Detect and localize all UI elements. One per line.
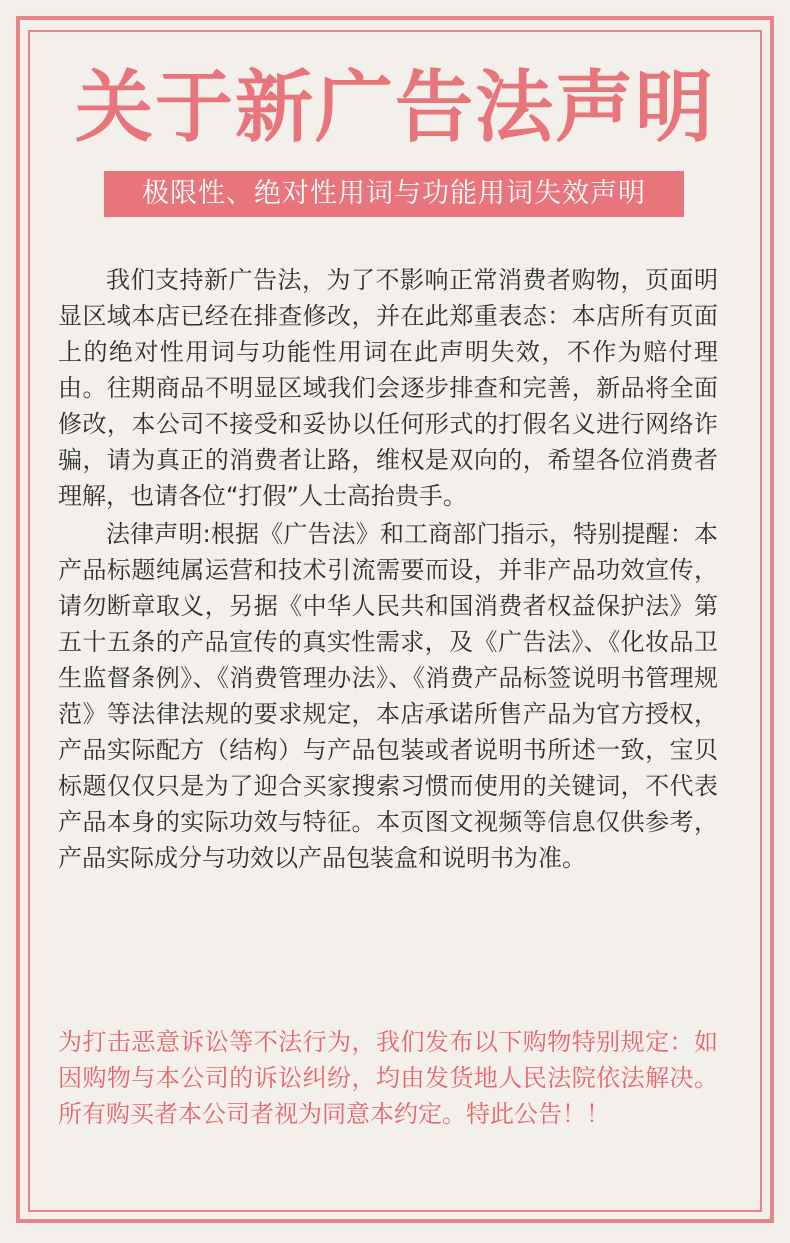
page-title: 关于新广告法声明 (74, 63, 715, 153)
subtitle-banner: 极限性、绝对性用词与功能用词失效声明 (104, 171, 684, 217)
special-notice: 为打击恶意诉讼等不法行为，我们发布以下购物特别规定：如因购物与本公司的诉讼纠纷，均由发货地人民法院依法解决。所有购买者本公司者视为同意本约定。特此公告！！ (58, 1028, 718, 1128)
declaration-paragraph-support: 我们支持新广告法，为了不影响正常消费者购物，页面明显区域本店已经在排查修改，并在此郑重表态：本店所有页面上的绝对性用词与功能性用词在此声明失效，不作为赔付理由。往期商品不明显区域我们会逐步排查和完善，新品将全面修改，本公司不接受和妥协以任何形式的打假名义进行网络诈骗，请为真正的消费者让路，维权是双向的，希望各位消费者理解，也请各位“打假”人士高抬贵手。 (58, 266, 718, 510)
declaration-body (58, 262, 718, 876)
declaration-paragraph-legal: 法律声明:根据《广告法》和工商部门指示，特别提醒：本产品标题纯属运营和技术引流需要而设，并非产品功效宣传，请勿断章取义，另据《中华人民共和国消费者权益保护法》第五十五条的产品宣传的真实性需求，及《广告法》、《化妆品卫生监督条例》、《消费管理办法》、《消费产品标签说明书管理规范》等法律法规的要求规定，本店承诺所售产品为官方授权，产品实际配方（结构）与产品包装或者说明书所述一致，宝贝标题仅仅只是为了迎合买家搜索习惯而使用的关键词，不代表产品本身的实际功效与特征。本页图文视频等信息仅供参考，产品实际成分与功效以产品包装盒和说明书为准。 (58, 520, 718, 872)
